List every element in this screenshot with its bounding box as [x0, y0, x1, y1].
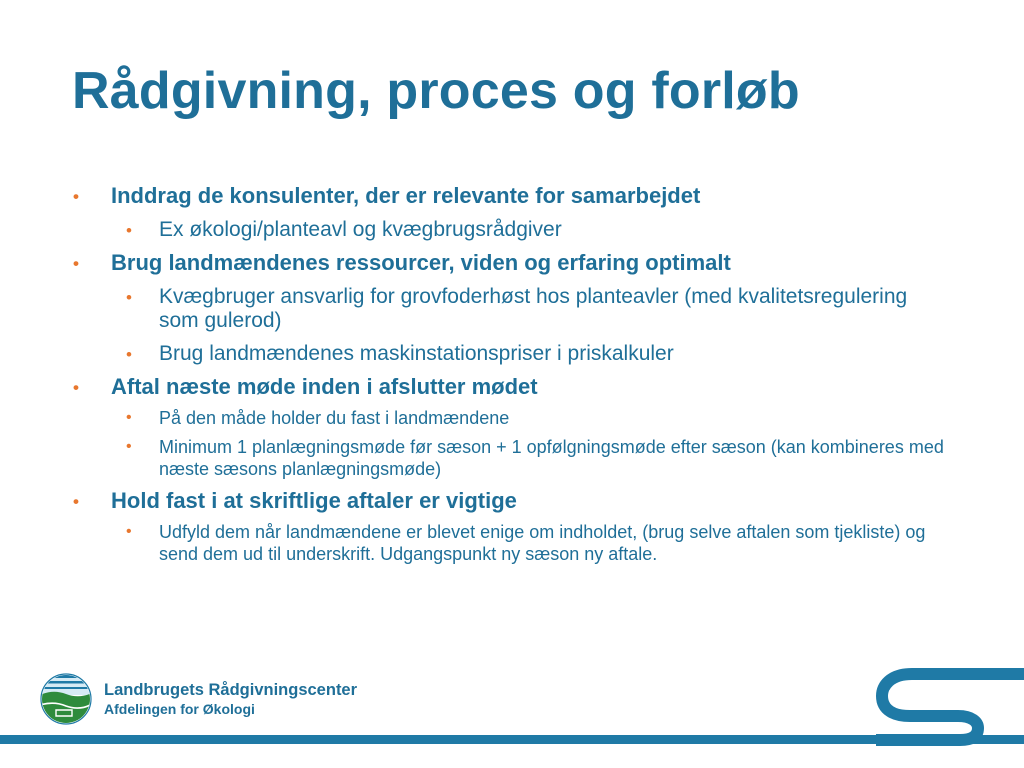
- sub-bullet-text: Udfyld dem når landmændene er blevet enige om indholdet, (brug selve aftalen som tjekliste) og send dem ud til underskrift. Udgangspunkt ny sæson ny aftale.: [159, 522, 926, 564]
- sub-bullet-text: På den måde holder du fast i landmændene: [159, 408, 510, 428]
- sub-bullet-item: [72, 285, 952, 333]
- sub-bullet-item: [72, 407, 952, 429]
- bullet-marker: •: [73, 254, 79, 273]
- bullet-marker: •: [73, 378, 79, 397]
- sub-bullet-item: [72, 342, 952, 366]
- sub-bullet-item: [72, 436, 952, 480]
- bullet-marker: •: [126, 438, 132, 455]
- bullet-item: [72, 487, 952, 514]
- slide-title: Rådgivning, proces og forløb: [72, 62, 800, 120]
- organization-name: Landbrugets Rådgivningscenter: [104, 681, 358, 699]
- bullet-list: [72, 182, 952, 565]
- bullet-item: [72, 249, 952, 276]
- bullet-marker: •: [73, 187, 79, 206]
- sub-bullet-text: Ex økologi/planteavl og kvægbrugsrådgiver: [159, 218, 562, 241]
- bullet-item: [72, 373, 952, 400]
- bullet-marker: •: [126, 221, 132, 240]
- bullet-marker: •: [126, 288, 132, 307]
- sub-bullet-item: [72, 521, 952, 565]
- bullet-text: Hold fast i at skriftlige aftaler er vigtige: [111, 488, 517, 513]
- bullet-text: Aftal næste møde inden i afslutter mødet: [111, 374, 538, 399]
- organization-block: [104, 680, 357, 718]
- bullet-text: Inddrag de konsulenter, der er relevante for samarbejdet: [111, 183, 701, 208]
- bullet-marker: •: [126, 409, 132, 426]
- landscape-circle-logo-icon: [40, 671, 92, 727]
- bullet-item: [72, 182, 952, 209]
- bullet-text: Brug landmændenes ressourcer, viden og erfaring optimalt: [111, 250, 731, 275]
- sub-bullet-text: Minimum 1 planlægningsmøde før sæson + 1 opfølgningsmøde efter sæson (kan kombineres med næste sæsons planlægningsmøde): [159, 437, 944, 479]
- sub-bullet-text: Kvægbruger ansvarlig for grovfoderhøst hos planteavler (med kvalitetsregulering som gulerod): [159, 285, 908, 332]
- bullet-marker: •: [126, 523, 132, 540]
- bullet-marker: •: [126, 345, 132, 364]
- s-wave-logo-icon: [876, 666, 1024, 746]
- footer-bar: [0, 735, 1024, 744]
- department-name: Afdelingen for Økologi: [104, 701, 255, 717]
- sub-bullet-item: [72, 218, 952, 242]
- bullet-marker: •: [73, 492, 79, 511]
- sub-bullet-text: Brug landmændenes maskinstationspriser i priskalkuler: [159, 342, 674, 365]
